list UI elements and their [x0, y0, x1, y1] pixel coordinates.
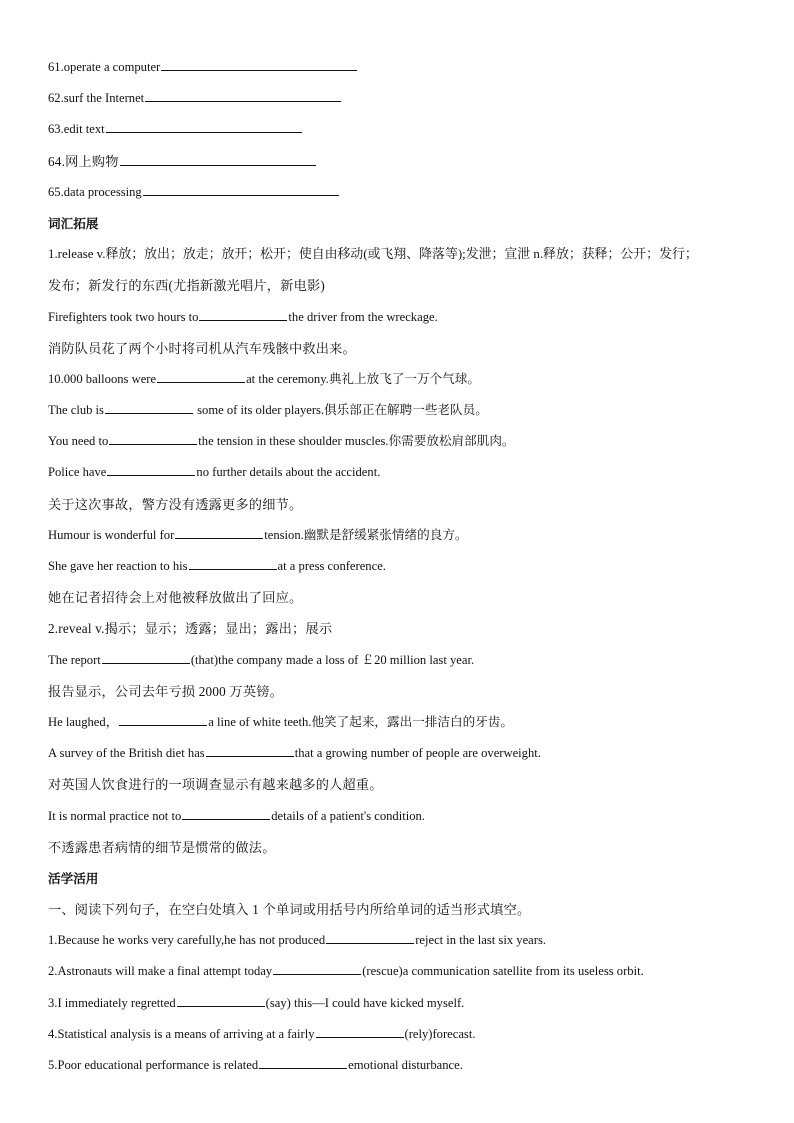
answer-blank[interactable] [206, 742, 294, 757]
sentence-text: Humour is wonderful for [48, 527, 175, 542]
sentence-text: (say) this—I could have kicked myself. [265, 995, 465, 1010]
answer-blank[interactable] [120, 151, 316, 166]
reveal-definition: 2.reveal v.揭示；显示；透露；显出；露出；展示 [48, 621, 333, 637]
vocab-item-61 [48, 52, 768, 83]
sentence-text: the driver from the wreckage. [288, 309, 438, 324]
sentence-text: Police have [48, 465, 107, 480]
sentence-text: reject in the last six years. [415, 933, 546, 948]
sentence-text: It is normal practice not to [48, 808, 182, 823]
sentence-text: 5.Poor educational performance is related [48, 1058, 259, 1072]
release-sentence-7 [48, 551, 768, 582]
answer-blank[interactable] [145, 87, 341, 102]
answer-blank[interactable] [177, 992, 265, 1007]
vocab-text: 65.data processing [48, 184, 142, 199]
release-sentence-2 [48, 364, 768, 395]
exercise-item-5 [48, 1050, 768, 1081]
sentence-text: The report [48, 652, 101, 667]
reveal-sentence-1 [48, 645, 768, 676]
vocab-item-65 [48, 177, 768, 208]
answer-blank[interactable] [259, 1054, 347, 1069]
answer-blank[interactable] [316, 1023, 404, 1038]
sentence-text: He laughed， [48, 714, 119, 729]
sentence-text: at a press conference. [277, 559, 386, 573]
answer-blank[interactable] [157, 368, 245, 383]
worksheet-page [48, 52, 768, 1081]
vocab-item-62 [48, 83, 768, 114]
reveal-sentence-4-translation: 不透露患者病情的细节是惯常的做法。 [48, 839, 276, 855]
sentence-text: You need to [48, 434, 109, 449]
answer-blank[interactable] [189, 555, 277, 570]
vocab-item-64 [48, 146, 768, 177]
section-heading-vocab-expand: 词汇拓展 [48, 215, 99, 231]
sentence-text: tension.幽默是舒缓紧张情绪的良方。 [264, 527, 468, 542]
release-sentence-1-translation: 消防队员花了两个小时将司机从汽车残骸中救出来。 [48, 340, 356, 356]
answer-blank[interactable] [102, 649, 190, 664]
sentence-text: The club is [48, 403, 104, 418]
answer-blank[interactable] [107, 461, 195, 476]
exercise-item-4 [48, 1019, 768, 1050]
sentence-text: (rely)forecast. [404, 1026, 476, 1041]
answer-blank[interactable] [273, 960, 361, 975]
release-sentence-1 [48, 302, 768, 333]
vocab-text: 63.edit text [48, 122, 105, 137]
release-definition-2: 发布；新发行的东西(尤指新激光唱片，新电影) [48, 278, 325, 294]
answer-blank[interactable] [109, 430, 197, 445]
reveal-sentence-4 [48, 801, 768, 832]
answer-blank[interactable] [161, 56, 357, 71]
release-sentence-5-translation: 关于这次事故，警方没有透露更多的细节。 [48, 496, 303, 512]
exercise-item-3 [48, 988, 768, 1019]
exercise-instructions: 一、阅读下列句子，在空白处填入 1 个单词或用括号内所给单词的适当形式填空。 [48, 902, 531, 918]
sentence-text: 1.Because he works very carefully,he has not produced [48, 933, 326, 948]
sentence-text: She gave her reaction to his [48, 559, 188, 573]
answer-blank[interactable] [106, 118, 302, 133]
sentence-text: no further details about the accident. [196, 465, 381, 480]
sentence-text: 2.Astronauts will make a final attempt today [48, 964, 273, 979]
answer-blank[interactable] [105, 399, 193, 414]
answer-blank[interactable] [175, 524, 263, 539]
sentence-text: the tension in these shoulder muscles.你需要放松肩部肌肉。 [198, 434, 515, 449]
sentence-text: at the ceremony.典礼上放飞了一万个气球。 [246, 371, 480, 386]
answer-blank[interactable] [199, 306, 287, 321]
answer-blank[interactable] [119, 711, 207, 726]
vocab-text: 62.surf the Internet [48, 91, 145, 106]
vocab-text: 61.operate a computer [48, 60, 161, 74]
release-sentence-4 [48, 426, 768, 457]
sentence-text: emotional disturbance. [348, 1058, 463, 1072]
sentence-text: details of a patient's condition. [271, 808, 425, 823]
reveal-sentence-1-translation: 报告显示，公司去年亏损 2000 万英镑。 [48, 683, 283, 699]
sentence-text: 4.Statistical analysis is a means of arriving at a fairly [48, 1026, 315, 1041]
sentence-text: 10.000 balloons were [48, 371, 157, 386]
exercise-item-1 [48, 925, 768, 956]
sentence-text: some of its older players.俱乐部正在解聘一些老队员。 [193, 403, 488, 418]
sentence-text: a line of white teeth.他笑了起来，露出一排洁白的牙齿。 [208, 714, 513, 729]
reveal-sentence-3 [48, 738, 768, 769]
answer-blank[interactable] [182, 805, 270, 820]
vocab-text: 64.网上购物 [48, 153, 119, 169]
reveal-sentence-3-translation: 对英国人饮食进行的一项调查显示有越来越多的人超重。 [48, 777, 383, 793]
sentence-text: A survey of the British diet has [48, 746, 205, 761]
sentence-text: 3.I immediately regretted [48, 995, 176, 1010]
exercise-item-2 [48, 956, 768, 987]
sentence-text: Firefighters took two hours to [48, 309, 199, 324]
release-sentence-7-translation: 她在记者招待会上对他被释放做出了回应。 [48, 590, 303, 606]
sentence-text: (that)the company made a loss of ￡20 million last year. [190, 652, 475, 667]
release-sentence-5 [48, 457, 768, 488]
answer-blank[interactable] [326, 929, 414, 944]
release-sentence-3 [48, 395, 768, 426]
release-definition-1: 1.release v.释放；放出；放走；放开；松开；使自由移动(或飞翔、降落等);发泄；宣泄 n.释放；获释；公开；发行； [48, 247, 698, 262]
reveal-sentence-2 [48, 707, 768, 738]
section-heading-apply: 活学活用 [48, 870, 99, 886]
sentence-text: (rescue)a communication satellite from its useless orbit. [362, 964, 644, 979]
release-sentence-6 [48, 520, 768, 551]
answer-blank[interactable] [143, 181, 339, 196]
vocab-item-63 [48, 114, 768, 145]
sentence-text: that a growing number of people are overweight. [294, 746, 541, 761]
